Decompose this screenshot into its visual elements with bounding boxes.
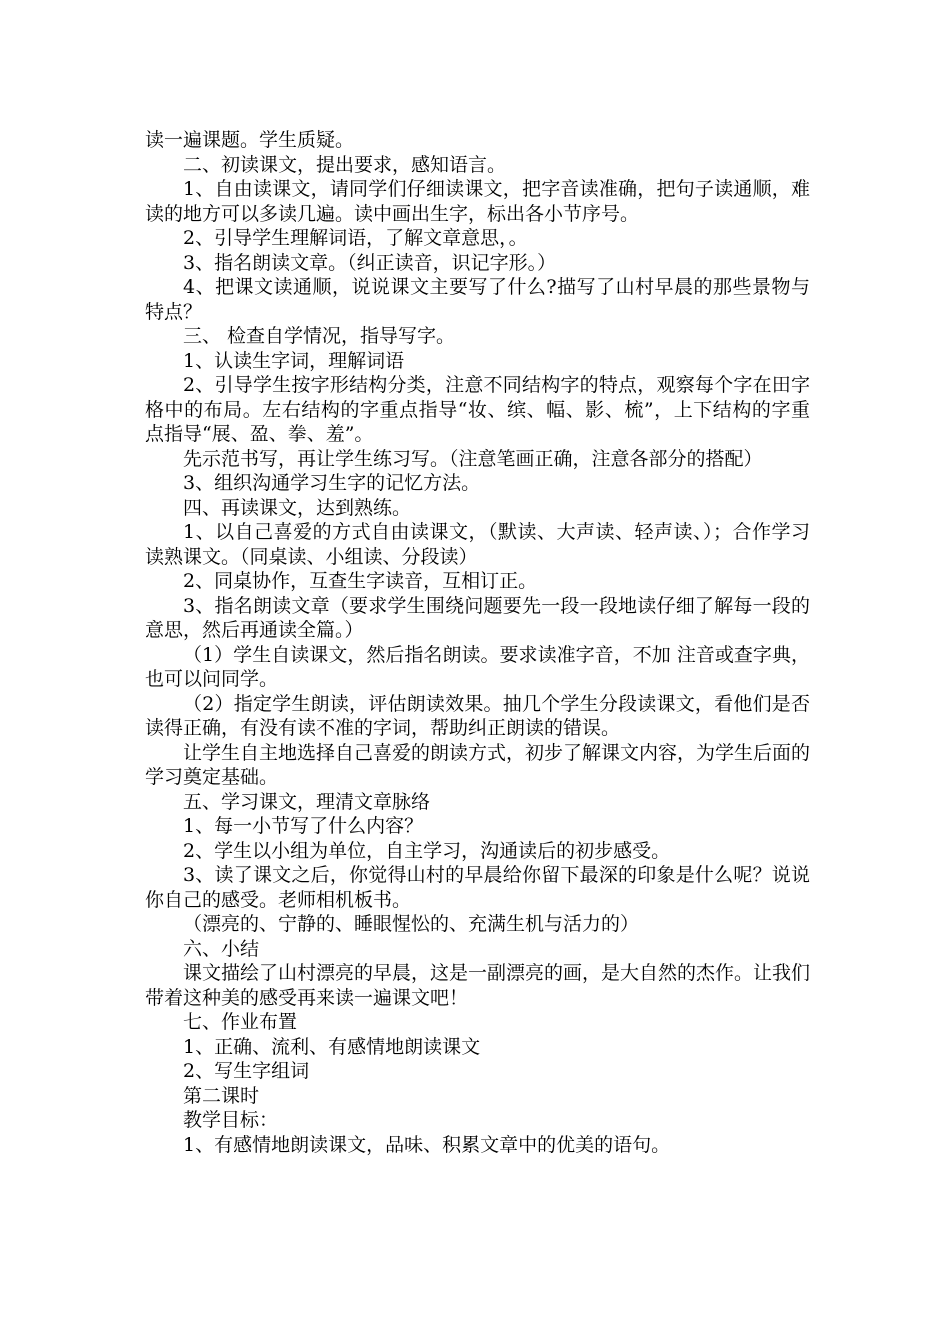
paragraph: 读一遍课题。学生质疑。	[145, 129, 355, 151]
paragraph: 让学生自主地选择自己喜爱的朗读方式，初步了解课文内容，为学生后面的学习奠定基础。	[145, 741, 811, 788]
paragraph: 2、引导学生按字形结构分类，注意不同结构字的特点，观察每个字在田字格中的布局。左右结构的字重点指导“妆、缤、幅、影、梳”，上下结构的字重点指导“展、盈、拳、羞”。	[145, 374, 810, 445]
paragraph: 1、自由读课文，请同学们仔细读课文，把字音读准确，把句子读通顺，难读的地方可以多读几遍。读中画出生字，标出各小节序号。	[145, 178, 810, 225]
section-heading: 五、学习课文，理清文章脉络	[183, 790, 431, 813]
paragraph: 3、指名朗读文章。（纠正读音，识记字形。）	[183, 251, 557, 274]
paragraph: 二、初读课文，提出要求，感知语言。	[183, 153, 507, 176]
document-body	[145, 128, 810, 1157]
paragraph: 3、组织沟通学习生字的记忆方法。	[183, 472, 481, 494]
paragraph: 1、每一小节写了什么内容？	[183, 815, 424, 837]
paragraph: 1、以自己喜爱的方式自由读课文，（默读、大声读、轻声读、）；合作学习读熟课文。（同桌读、小组读、分段读）	[145, 521, 810, 568]
paragraph: （1）学生自读课文，然后指名朗读。要求读准字音，不加 注音或查字典，也可以问同学。	[145, 643, 810, 690]
paragraph: 课文描绘了山村漂亮的早晨，这是一副漂亮的画，是大自然的杰作。让我们带着这种美的感受再来读一遍课文吧！	[145, 962, 811, 1009]
section-heading: 四、再读课文，达到熟练。	[183, 496, 412, 519]
paragraph: （漂亮的、宁静的、睡眼惺忪的、充满生机与活力的）	[183, 913, 640, 935]
paragraph: 3、读了课文之后，你觉得山村的早晨给你留下最深的印象是什么呢？说说你自己的感受。老师相机板书。	[145, 864, 810, 911]
paragraph: 1、认读生字词，理解词语	[183, 349, 405, 372]
paragraph: 2、引导学生理解词语，了解文章意思，。	[183, 227, 528, 249]
section-heading: 第二课时	[183, 1084, 260, 1107]
paragraph: （2）指定学生朗读，评估朗读效果。抽几个学生分段读课文，看他们是否读得正确，有没有读不准的字词，帮助纠正朗读的错误。	[145, 692, 810, 739]
paragraph: 1、正确、流利、有感情地朗读课文	[183, 1035, 481, 1058]
section-heading: 七、作业布置	[183, 1011, 298, 1033]
paragraph: 3、指名朗读文章（要求学生围绕问题要先一段一段地读仔细了解每一段的意思，然后再通读全篇。）	[145, 594, 810, 641]
paragraph: 4、把课文读通顺，说说课文主要写了什么?描写了山村早晨的那些景物与特点？	[145, 276, 810, 323]
section-heading: 六、小结	[183, 937, 260, 960]
paragraph: 2、同桌协作，互查生字读音，互相订正。	[183, 570, 538, 592]
section-heading: 三、 检查自学情况，指导写字。	[183, 325, 456, 347]
paragraph: 2、学生以小组为单位，自主学习，沟通读后的初步感受。	[183, 839, 671, 862]
paragraph: 1、有感情地朗读课文，品味、积累文章中的优美的语句。	[183, 1133, 671, 1156]
paragraph: 先示范书写，再让学生练习写。（注意笔画正确，注意各部分的搭配）	[183, 447, 763, 470]
paragraph: 教学目标：	[183, 1109, 279, 1131]
paragraph: 2、写生字组词	[183, 1060, 310, 1082]
